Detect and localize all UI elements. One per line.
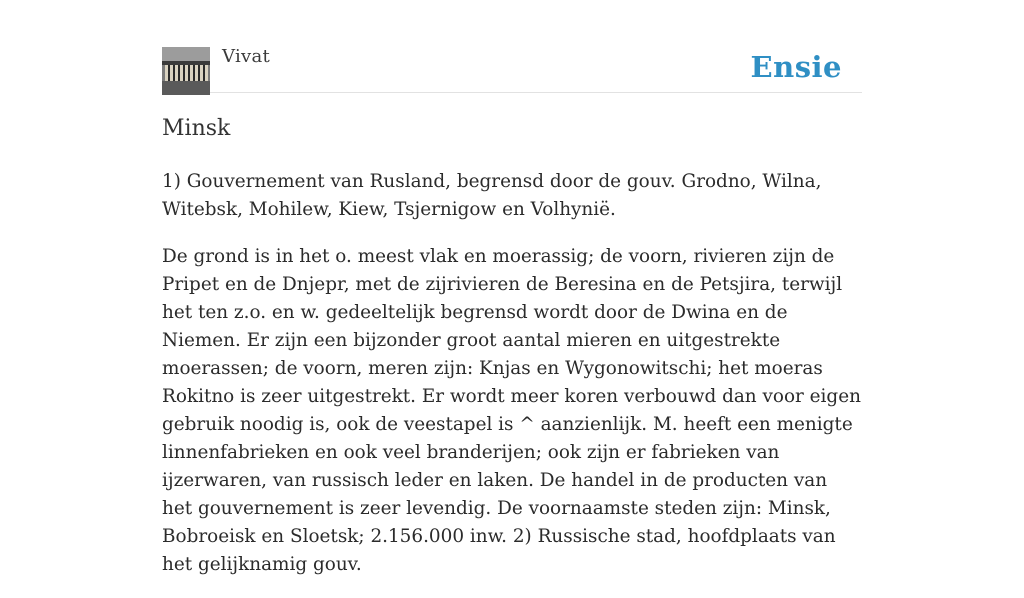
paragraph: De grond is in het o. meest vlak en moerassig; de voorn, rivieren zijn de Pripet en de Dnjepr, met de zijrivieren de Beresina en de Petsjira, terwijl het ten z.o. en w. gedeeltelijk begrensd wordt door de Dwina en de Niemen. Er zijn een bijzonder groot aantal mieren en uitgestrekte moerassen; de voorn, meren zijn: Knjas en Wygonowitschi; het moeras Rokitno is zeer uitgestrekt. Er wordt meer koren verbouwd dan voor eigen gebruik noodig is, ook de veestapel is ^ aanzienlijk. M. heeft een menigte linnenfabrieken en ook veel branderijen; ook zijn er fabrieken van ijzerwaren, van russisch leder en laken. De handel in de producten van het gouvernement is zeer levendig. De voornaamste steden zijn: Minsk, Bobroeisk en Sloetsk; 2.156.000 inw. 2) Russische stad, hoofdplaats van het gelijknamig gouv. <box>162 246 861 575</box>
source-name[interactable]: Vivat <box>222 46 271 67</box>
article-body <box>162 168 862 598</box>
article-header <box>162 0 862 93</box>
page-title: Minsk <box>162 116 231 141</box>
article-page <box>162 0 862 575</box>
books-icon <box>162 47 210 95</box>
brand-logo[interactable]: Ensie <box>750 50 842 84</box>
avatar[interactable] <box>162 47 210 95</box>
paragraph: 1) Gouvernement van Rusland, begrensd door de gouv. Grodno, Wilna, Witebsk, Mohilew, Kiew, Tsjernigow en Volhynië. <box>162 171 822 220</box>
